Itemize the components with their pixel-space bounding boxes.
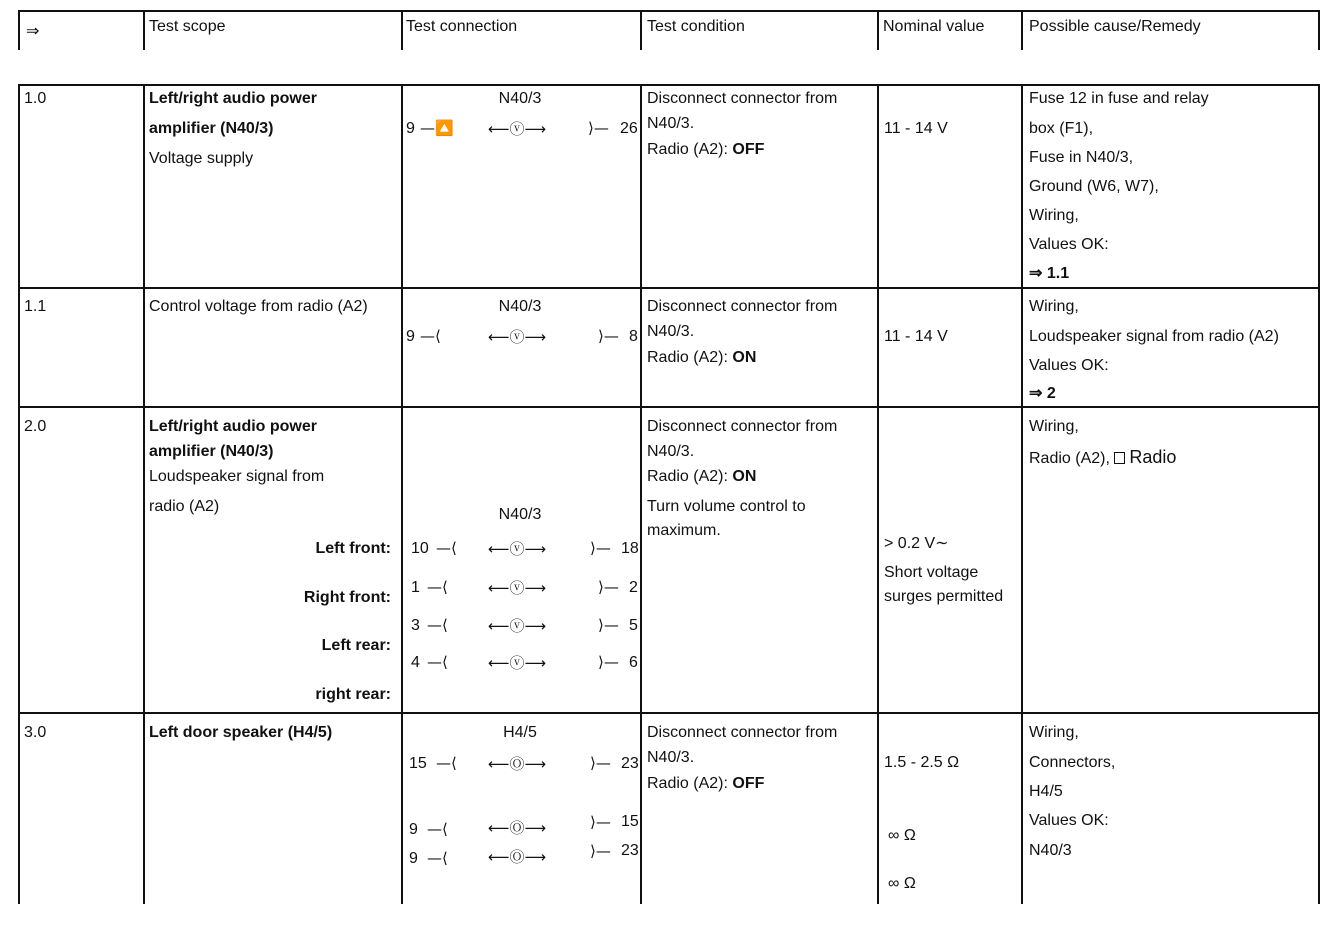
voltmeter-icon: ⟵ⓥ⟶ bbox=[488, 654, 547, 672]
column-rule bbox=[143, 84, 145, 904]
scope-text: Control voltage from radio (A2) bbox=[149, 298, 368, 315]
remedy-line: Wiring, bbox=[1029, 207, 1079, 224]
column-rule bbox=[640, 84, 642, 904]
scope-title: amplifier (N40/3) bbox=[149, 120, 274, 137]
pin-right: 23 bbox=[621, 842, 639, 859]
condition-line: N40/3. bbox=[647, 323, 695, 340]
column-rule bbox=[18, 84, 20, 904]
condition-line: maximum. bbox=[647, 522, 721, 539]
pin-left: 9 bbox=[406, 120, 415, 137]
remedy-line: H4/5 bbox=[1029, 783, 1063, 800]
probe-right-icon: ⟩— bbox=[598, 653, 619, 671]
nominal-value: ∞ Ω bbox=[888, 827, 916, 844]
remedy-goto: ⇒ 2 bbox=[1029, 385, 1056, 402]
probe-right-icon: ⟩— bbox=[590, 813, 611, 831]
header-rule bbox=[143, 10, 145, 50]
remedy-line: Wiring, bbox=[1029, 298, 1079, 315]
condition-radio: Radio (A2): OFF bbox=[647, 775, 765, 792]
condition-line: Disconnect connector from bbox=[647, 90, 838, 107]
header-test-condition: Test condition bbox=[647, 18, 745, 35]
nominal-value: > 0.2 V∼ bbox=[884, 535, 949, 552]
pin-left: 10 bbox=[411, 540, 429, 557]
remedy-line: Values OK: bbox=[1029, 357, 1109, 374]
remedy-line: Connectors, bbox=[1029, 754, 1116, 771]
nominal-value: ∞ Ω bbox=[888, 875, 916, 892]
probe-right-icon: ⟩— bbox=[590, 754, 611, 772]
row-divider bbox=[18, 406, 1320, 408]
step-number: 3.0 bbox=[24, 724, 47, 741]
remedy-line: Ground (W6, W7), bbox=[1029, 178, 1159, 195]
pin-right: 6 bbox=[629, 654, 638, 671]
voltmeter-icon: ⟵ⓥ⟶ bbox=[488, 617, 547, 635]
pin-left: 15 bbox=[409, 755, 427, 772]
column-rule bbox=[401, 84, 403, 904]
ohmmeter-icon: ⟵Ⓞ⟶ bbox=[488, 848, 547, 866]
pin-left: 9 bbox=[409, 850, 418, 867]
nominal-value: 1.5 - 2.5 Ω bbox=[884, 754, 960, 771]
header-nominal-value: Nominal value bbox=[883, 18, 985, 35]
pin-left: 9 bbox=[409, 821, 418, 838]
document-reference-icon bbox=[1114, 452, 1125, 464]
pin-left: 4 bbox=[411, 654, 420, 671]
remedy-line: Wiring, bbox=[1029, 724, 1079, 741]
remedy-line: box (F1), bbox=[1029, 120, 1094, 137]
position-label: right rear: bbox=[315, 686, 391, 703]
probe-right-icon: ⟩— bbox=[598, 327, 619, 345]
header-rule bbox=[1318, 10, 1320, 50]
condition-radio: Radio (A2): ON bbox=[647, 349, 757, 366]
probe-right-icon: ⟩— bbox=[590, 539, 611, 557]
remedy-line: Values OK: bbox=[1029, 236, 1109, 253]
voltmeter-icon: ⟵ⓥ⟶ bbox=[488, 579, 547, 597]
condition-radio: Radio (A2): OFF bbox=[647, 141, 765, 158]
probe-right-icon: ⟩— bbox=[590, 842, 611, 860]
pin-left: 1 bbox=[411, 579, 420, 596]
pin-right: 18 bbox=[621, 540, 639, 557]
remedy-goto: ⇒ 1.1 bbox=[1029, 265, 1070, 282]
header-rule bbox=[640, 10, 642, 50]
voltmeter-icon: ⟵ⓥ⟶ bbox=[488, 328, 547, 346]
scope-title: amplifier (N40/3) bbox=[149, 443, 274, 460]
probe-left-icon: —⟨ bbox=[420, 327, 441, 345]
remedy-line: Loudspeaker signal from radio (A2) bbox=[1029, 328, 1279, 345]
header-rule bbox=[401, 10, 403, 50]
nominal-value: Short voltage bbox=[884, 564, 979, 581]
probe-left-icon: —⟨ bbox=[427, 820, 448, 838]
probe-right-icon: ⟩— bbox=[588, 119, 609, 137]
header-rule bbox=[18, 10, 20, 50]
header-rule bbox=[1021, 10, 1023, 50]
condition-line: Disconnect connector from bbox=[647, 298, 838, 315]
scope-title: Left door speaker (H4/5) bbox=[149, 724, 333, 741]
pin-left: 3 bbox=[411, 617, 420, 634]
pin-right: 15 bbox=[621, 813, 639, 830]
condition-radio: Radio (A2): ON bbox=[647, 468, 757, 485]
condition-line: Turn volume control to bbox=[647, 498, 806, 515]
header-arrow: ⇒ bbox=[26, 23, 40, 40]
column-rule bbox=[877, 84, 879, 904]
probe-left-icon: —🔼 bbox=[420, 119, 454, 137]
probe-right-icon: ⟩— bbox=[598, 578, 619, 596]
pin-right: 8 bbox=[629, 328, 638, 345]
pin-left: 9 bbox=[406, 328, 415, 345]
pin-right: 2 bbox=[629, 579, 638, 596]
component-label: H4/5 bbox=[503, 724, 537, 741]
scope-title: Left/right audio power bbox=[149, 90, 317, 107]
probe-left-icon: —⟨ bbox=[427, 653, 448, 671]
nominal-value: 11 - 14 V bbox=[884, 328, 948, 345]
condition-line: N40/3. bbox=[647, 443, 695, 460]
nominal-value: surges permitted bbox=[884, 588, 1004, 605]
probe-left-icon: —⟨ bbox=[436, 539, 457, 557]
remedy-line: Values OK: bbox=[1029, 812, 1109, 829]
scope-text: Loudspeaker signal from bbox=[149, 468, 325, 485]
scope-text: radio (A2) bbox=[149, 498, 220, 515]
column-rule bbox=[1318, 84, 1320, 904]
ohmmeter-icon: ⟵Ⓞ⟶ bbox=[488, 819, 547, 837]
step-number: 1.1 bbox=[24, 298, 47, 315]
condition-line: Disconnect connector from bbox=[647, 418, 838, 435]
pin-right: 23 bbox=[621, 755, 639, 772]
scope-title: Left/right audio power bbox=[149, 418, 317, 435]
component-label: N40/3 bbox=[498, 506, 542, 523]
position-label: Left front: bbox=[315, 540, 391, 557]
ohmmeter-icon: ⟵Ⓞ⟶ bbox=[488, 755, 547, 773]
component-label: N40/3 bbox=[498, 298, 542, 315]
row-divider bbox=[18, 287, 1320, 289]
column-rule bbox=[1021, 84, 1023, 904]
remedy-radio-ref: Radio (A2), Radio bbox=[1029, 447, 1177, 467]
condition-line: Disconnect connector from bbox=[647, 724, 838, 741]
remedy-line: N40/3 bbox=[1029, 842, 1072, 859]
header-rule bbox=[877, 10, 879, 50]
position-label: Right front: bbox=[303, 589, 391, 606]
probe-left-icon: —⟨ bbox=[427, 849, 448, 867]
nominal-value: 11 - 14 V bbox=[884, 120, 948, 137]
probe-right-icon: ⟩— bbox=[598, 616, 619, 634]
scope-text: Voltage supply bbox=[149, 150, 254, 167]
row-divider bbox=[18, 712, 1320, 714]
voltmeter-icon: ⟵ⓥ⟶ bbox=[488, 540, 547, 558]
header-test-scope: Test scope bbox=[149, 18, 226, 35]
header-test-connection: Test connection bbox=[406, 18, 518, 35]
body-top-border bbox=[18, 84, 1320, 86]
step-number: 1.0 bbox=[24, 90, 47, 107]
probe-left-icon: —⟨ bbox=[427, 616, 448, 634]
pin-right: 26 bbox=[620, 120, 638, 137]
pin-right: 5 bbox=[629, 617, 638, 634]
remedy-line: Fuse 12 in fuse and relay bbox=[1029, 90, 1209, 107]
probe-left-icon: —⟨ bbox=[427, 578, 448, 596]
probe-left-icon: —⟨ bbox=[436, 754, 457, 772]
step-number: 2.0 bbox=[24, 418, 47, 435]
component-label: N40/3 bbox=[498, 90, 542, 107]
remedy-line: Fuse in N40/3, bbox=[1029, 149, 1134, 166]
header-possible-cause: Possible cause/Remedy bbox=[1029, 18, 1201, 35]
position-label: Left rear: bbox=[321, 637, 391, 654]
condition-line: N40/3. bbox=[647, 749, 695, 766]
header-top-border bbox=[18, 10, 1320, 12]
voltmeter-icon: ⟵ⓥ⟶ bbox=[488, 120, 547, 138]
condition-line: N40/3. bbox=[647, 115, 695, 132]
remedy-line: Wiring, bbox=[1029, 418, 1079, 435]
